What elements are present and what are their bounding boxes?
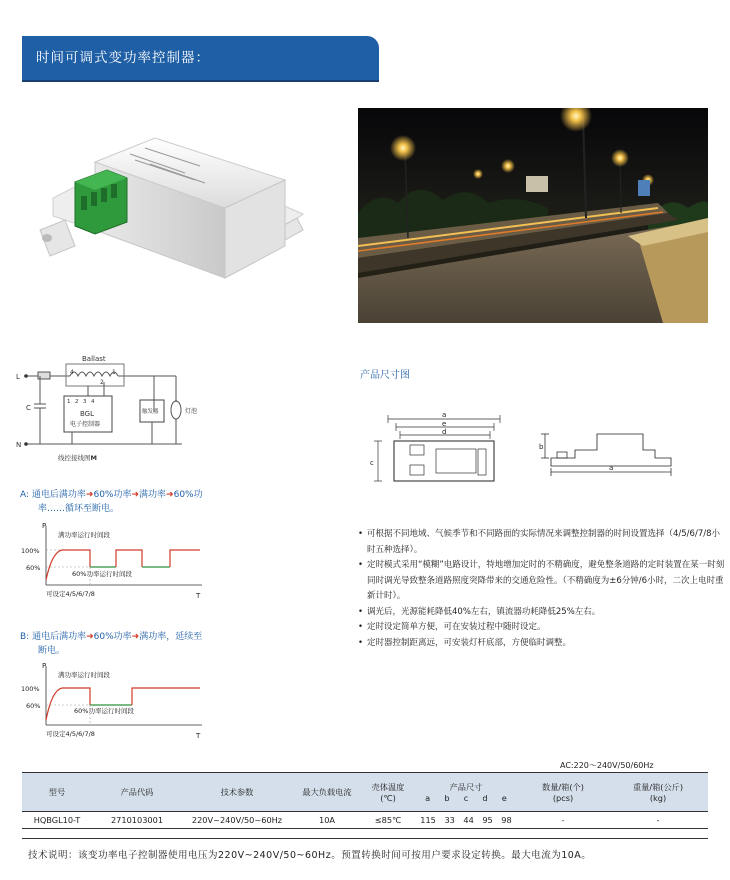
feature-item: • 定时器控制距离远，可安装灯杆底部，方便临时调整。 bbox=[358, 636, 728, 652]
chart-b-x-axis: T bbox=[196, 732, 201, 740]
page-title: 时间可调式变功率控制器： bbox=[36, 50, 210, 66]
tap-2-label: 2 bbox=[100, 379, 104, 386]
wiring-caption: 线控接线图M bbox=[58, 454, 97, 462]
terminal-3: 3 bbox=[83, 399, 87, 405]
dim-a-label: a bbox=[442, 411, 447, 419]
tap-1-label: 1 bbox=[112, 369, 116, 376]
chart-b-full-label: 满功率运行时间段 bbox=[58, 671, 110, 679]
chart-b-y-axis: P bbox=[42, 662, 47, 670]
feature-item: • 定时模式采用“模糊”电路设计，特地增加定时的不精确度，避免整条道路的定时装置在某一时刻同时调光导致整条道路照度突降带来的交通危险性。（不精确度为±6分钟/6小时，二次上电时重新计时）。 bbox=[358, 558, 728, 605]
dimension-title: 产品尺寸图 bbox=[360, 370, 410, 381]
th-params: 技术参数 bbox=[182, 773, 292, 812]
wire-c-label: C bbox=[26, 404, 31, 412]
feature-list bbox=[358, 527, 728, 651]
chart-a-label-60: 60% bbox=[26, 564, 41, 572]
mode-b-description: B: 通电后满功率➜60%功率➜满功率，延续至 断电。 bbox=[20, 632, 203, 656]
dimension-top-view bbox=[370, 405, 520, 490]
ballast-label: Ballast bbox=[82, 355, 106, 363]
spec-table-wrap bbox=[22, 772, 708, 829]
dimension-side-view bbox=[535, 420, 685, 485]
lamp-label: 灯泡 bbox=[185, 408, 198, 415]
street-photo bbox=[358, 108, 708, 323]
spec-table bbox=[22, 773, 708, 828]
table-row bbox=[22, 812, 708, 829]
terminal-4: 4 bbox=[91, 399, 95, 405]
wiring-diagram bbox=[14, 352, 229, 462]
chart-a-label-100: 100% bbox=[21, 547, 40, 555]
cell-model: HQBGL10-T bbox=[33, 815, 81, 825]
th-code: 产品代码 bbox=[92, 773, 182, 812]
th-max-current: 最大负载电流 bbox=[292, 773, 362, 812]
th-shell-temp: 壳体温度 (℃) bbox=[362, 773, 414, 812]
cell-params: 220V~240V/50~60Hz bbox=[191, 815, 283, 825]
th-qty: 数量/箱(个) (pcs) bbox=[518, 773, 608, 812]
wire-n-label: N bbox=[16, 441, 22, 449]
terminal-1: 1 bbox=[67, 399, 71, 405]
terminal-2: 2 bbox=[75, 399, 79, 405]
cell-shell-temp: ≤85℃ bbox=[374, 815, 402, 825]
igniter-label: 触发器 bbox=[142, 409, 159, 415]
chart-b-sixty-label: 60%功率运行时间段 bbox=[74, 707, 134, 715]
product-image bbox=[35, 118, 325, 298]
chart-b-label-100: 100% bbox=[21, 685, 40, 693]
dim-b-label: b bbox=[539, 443, 544, 451]
cell-weight: - bbox=[656, 815, 660, 825]
voltage-note: AC:220～240V/50/60Hz bbox=[560, 761, 654, 770]
feature-item: • 调光后，光源能耗降低40%左右，镇流器功耗降低25%左右。 bbox=[358, 605, 728, 621]
feature-item: • 可根据不同地域、气候季节和不同路面的实际情况来调整控制器的时间设置选择（4/5/6/7/8小时五种选择）。 bbox=[358, 527, 728, 558]
th-size: 产品尺寸 a b c d e bbox=[414, 773, 518, 812]
section-header bbox=[22, 36, 379, 80]
cell-qty: - bbox=[561, 815, 565, 825]
chart-a bbox=[18, 520, 218, 605]
chart-b-label-60: 60% bbox=[26, 702, 41, 710]
chart-a-sixty-label: 60%功率运行时间段 bbox=[72, 570, 132, 578]
bgl-label: BGL bbox=[80, 410, 95, 418]
tap-4-label: 4 bbox=[70, 369, 74, 376]
chart-b bbox=[18, 660, 218, 745]
chart-a-set-label: 可设定4/5/6/7/8 bbox=[46, 590, 95, 598]
chart-b-set-label: 可设定4/5/6/7/8 bbox=[46, 730, 95, 738]
dim-c-label: c bbox=[370, 459, 374, 467]
dim-side-a-label: a bbox=[609, 464, 614, 472]
chart-a-full-label: 满功率运行时间段 bbox=[58, 531, 110, 539]
wire-l-label: L bbox=[16, 373, 20, 381]
technical-note: 技术说明：该变功率电子控制器使用电压为220V~240V/50~60Hz。预置转换时间可按用户要求设定转换。最大电流为10A。 bbox=[28, 850, 592, 861]
cell-code: 2710103001 bbox=[110, 815, 164, 825]
th-weight: 重量/箱(公斤) (kg) bbox=[608, 773, 708, 812]
feature-item: • 定时设定简单方便，可在安装过程中随时设定。 bbox=[358, 620, 728, 636]
controller-label: 电子控制器 bbox=[70, 421, 101, 428]
th-model: 型号 bbox=[22, 773, 92, 812]
chart-a-x-axis: T bbox=[196, 592, 201, 600]
mode-a-description: A: 通电后满功率➜60%功率➜满功率➜60%功 率……循环至断电。 bbox=[20, 490, 203, 514]
cell-max-current: 10A bbox=[318, 815, 336, 825]
dim-d-label: d bbox=[442, 428, 447, 436]
dim-e-label: e bbox=[442, 420, 447, 428]
cell-size: 115 33 44 95 98 bbox=[420, 815, 512, 825]
table-bottom-rule bbox=[22, 838, 708, 839]
chart-a-y-axis: P bbox=[42, 522, 47, 530]
